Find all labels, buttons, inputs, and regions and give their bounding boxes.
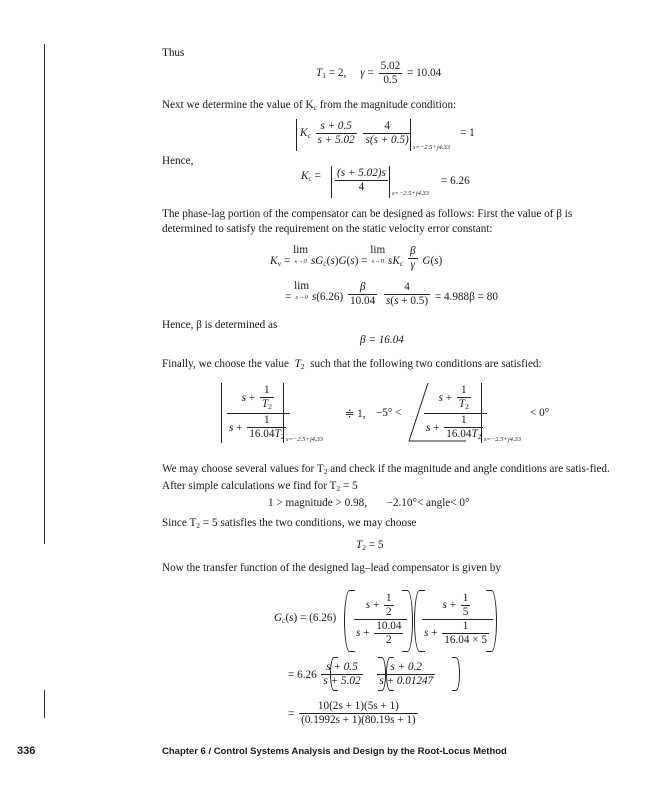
equation-kv-line1: $K_v = \lim$ s→0 $sG_c(s)G(s) = \lim$ s→0 $sK_c$ $\frac{\beta}{\gamma}$ G(s)	[270, 244, 443, 271]
paragraph-now: Now the transfer function of the designed lag–lead compensator is given by	[162, 562, 501, 574]
eval-point-3: s=−2.5+j4.33	[286, 436, 323, 443]
equation-kv-line2: = lim s→0 s(6.26) $\frac{\beta}{10.04}$ $\frac{4}{s(s + 0.5)}$ = 4.988β = 80	[285, 280, 498, 307]
kc-fraction: $\frac{(s + 5.02)s}{4}$	[337, 167, 386, 193]
condition-angle-right: < 0°	[530, 407, 550, 419]
paragraph-since: Since $T_2 = 5$ satisfies the two conditions, we may choose	[162, 517, 417, 530]
condition-magnitude-result: ≑ 1,	[345, 408, 366, 420]
paragraph-finally: Finally, we choose the value $T_2$ such that the following two conditions are satisfied:	[162, 358, 542, 371]
chapter-footer: Chapter 6 / Control Systems Analysis and Design by the Root-Locus Method	[162, 746, 507, 757]
equation-t1-gamma: $T_1 = 2$, γ = $\frac{5.02}{0.5}$ = 10.04	[316, 60, 442, 86]
eval-point-2: s=−2.5+j4.33	[392, 190, 429, 197]
paragraph-may-choose: We may choose several values for $T_2$ and check if the magnitude and angle conditions are satis-fied. After simple calculations we find for $T_2 = 5$	[162, 463, 610, 493]
page-number: 336	[17, 745, 36, 757]
abs-bar-left	[296, 119, 297, 151]
cond-angle-bar	[481, 383, 482, 443]
abs-bar-kc-left	[331, 166, 332, 198]
gc-line2-paren-2l	[386, 657, 394, 691]
gc-line2-paren-2r	[452, 657, 460, 691]
margin-rule-top	[44, 44, 45, 544]
paragraph-hence-2: Hence, β is determined as	[162, 319, 278, 331]
gc-line2-paren-1l	[330, 657, 338, 691]
equation-beta: β = 16.04	[360, 334, 404, 346]
equation-t2: $T_2 = 5$	[356, 539, 384, 552]
condition-angle: s + $\frac{1}{T_2}$ s + $\frac{1}{16.04T_2}$	[422, 384, 489, 443]
kc-result: = 6.26	[441, 175, 470, 187]
paragraph-next: Next we determine the value of $K_c$ from the magnitude condition:	[162, 99, 457, 112]
equation-magnitude-condition: $K_c$ $\frac{s + 0.5}{s + 5.02}$ $\frac{4}{s(s + 0.5)}$	[300, 120, 409, 146]
condition-angle-left: −5° <	[376, 407, 402, 419]
margin-rule-bottom	[44, 690, 45, 718]
gc-line2-paren-1r	[378, 657, 386, 691]
paragraph-hence-1: Hence,	[162, 155, 194, 167]
gc-lhs: $G_c(s) = (6.26)$	[274, 612, 337, 625]
gc-line-3: = $\frac{10(2s + 1)(5s + 1)}{(0.1992s + 1)(80.19s + 1)}$	[288, 700, 416, 726]
cond-abs-left	[221, 383, 222, 443]
eval-point-1: s=−2.5+j4.33	[413, 144, 450, 151]
magnitude-result: = 1	[460, 127, 475, 139]
condition-magnitude: s + $\frac{1}{T_2}$ s + $\frac{1}{16.04T_2}$	[225, 384, 292, 443]
equation-check: 1 > magnitude > 0.98, −2.10°< angle< 0°	[268, 497, 470, 509]
gc-factor-1: s + $\frac{1}{2}$ s + $\frac{10.04}{2}$	[352, 592, 409, 647]
gc-line-2: = 6.26 $\frac{s + 0.5}{s + 5.02}$ $\frac{s + 0.2}{s + 0.01247}$	[288, 661, 434, 687]
equation-kc: $K_c$ =	[301, 170, 321, 183]
eval-point-4: s=−2.5+j4.33	[484, 436, 521, 443]
paragraph-phase-lag: The phase-lag portion of the compensator can be designed as follows: First the value of β is determined to satisfy the requirement on the static velocity error constant:	[162, 208, 573, 235]
gc-factor-2: s + $\frac{1}{5}$ s + $\frac{1}{16.04 \times 5}$	[420, 592, 495, 647]
paragraph-thus: Thus	[162, 47, 185, 59]
